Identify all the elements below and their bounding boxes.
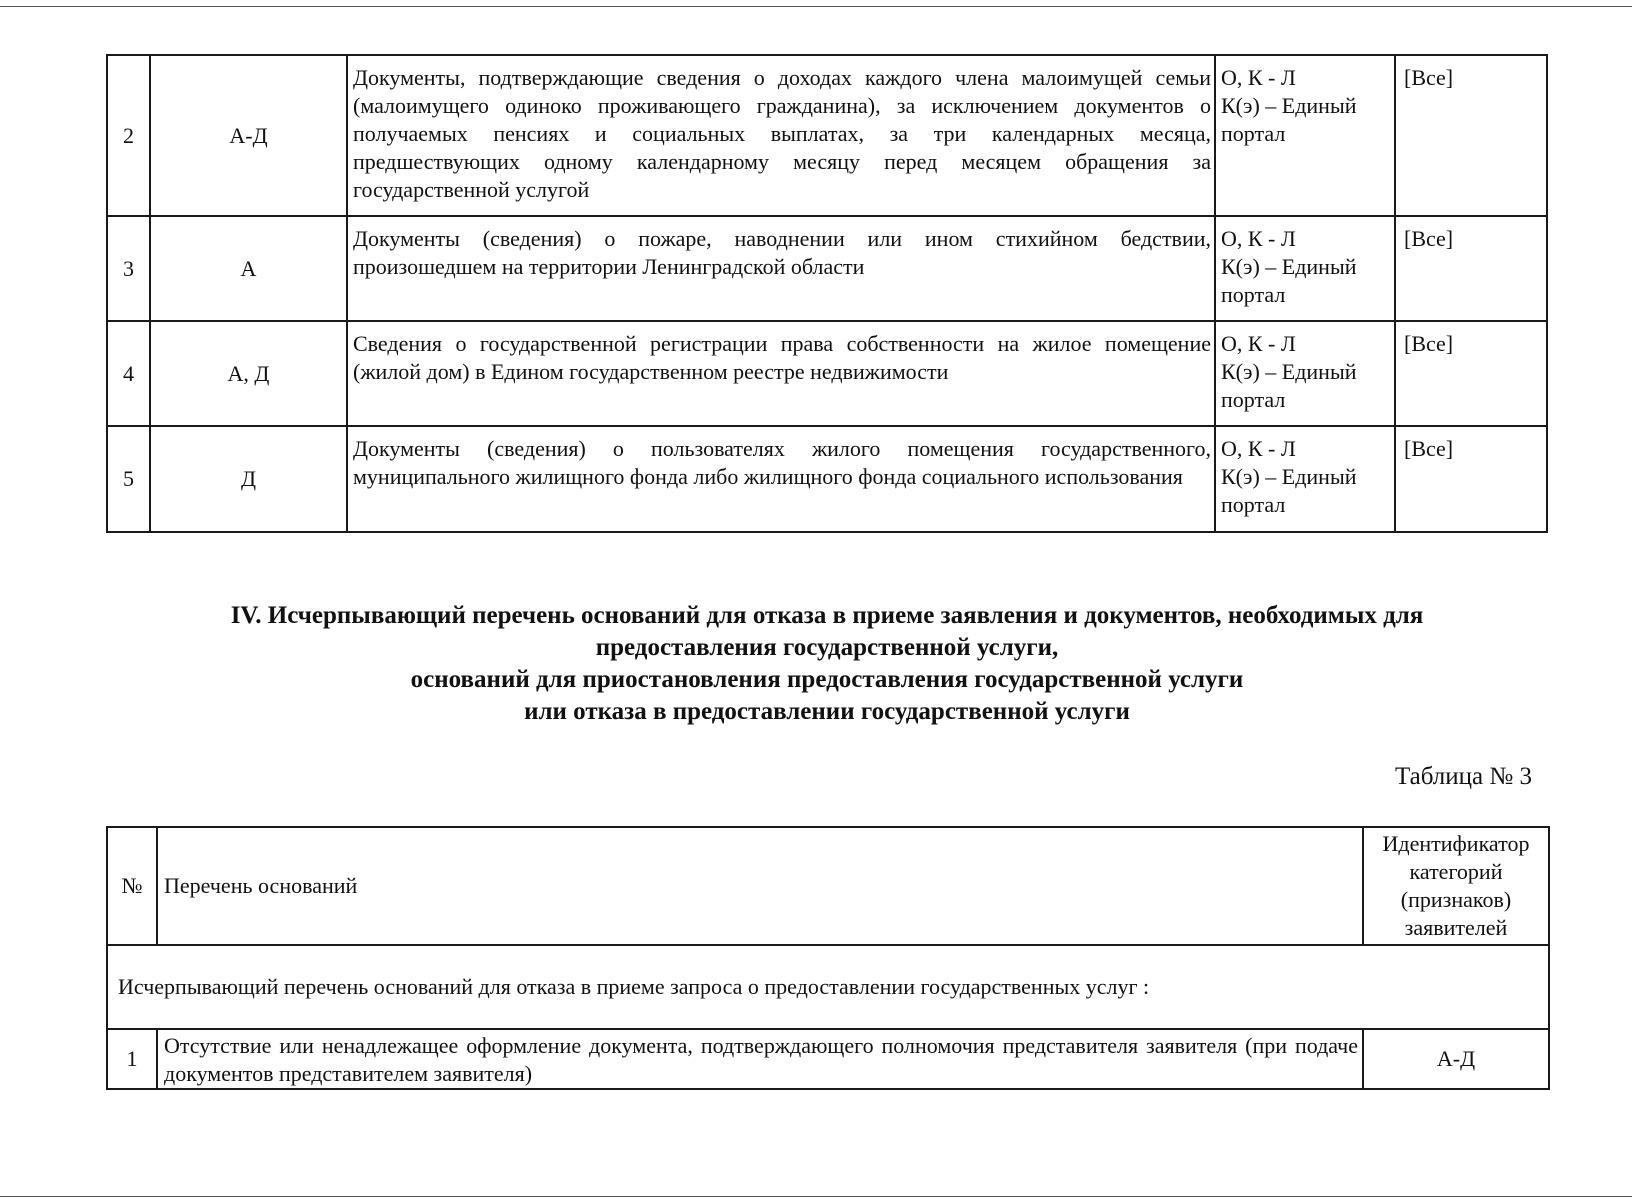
applicant-category: А-Д <box>1363 1029 1549 1089</box>
applicable-to: [Все] <box>1395 321 1547 426</box>
applicable-to: [Все] <box>1395 426 1547 532</box>
section-heading-line: или отказа в предоставлении государственной услуги <box>524 698 1130 725</box>
table-header-row <box>107 827 1549 945</box>
refusal-grounds-table <box>106 826 1550 1090</box>
ground-description: Отсутствие или ненадлежащее оформление документа, подтверждающего полномочия представителя заявителя (при подаче документов представителем заявителя) <box>157 1029 1363 1089</box>
section-heading-line: IV. Исчерпывающий перечень оснований для отказа в приеме заявления и документов, необходимых для <box>230 602 1424 629</box>
row-number: 5 <box>107 426 150 532</box>
submission-method: О, К - Л К(э) – Единый портал <box>1215 216 1395 321</box>
table-row <box>107 55 1547 216</box>
bottom-scan-edge <box>0 1196 1632 1197</box>
documents-table <box>106 54 1548 533</box>
document-description: Документы (сведения) о пользователях жилого помещения государственного, муниципального жилищного фонда либо жилищного фонда социального использования <box>347 426 1215 532</box>
column-header-number: № <box>107 827 157 945</box>
table-subheader-row <box>107 945 1549 1029</box>
section-heading-line: предоставления государственной услуги, <box>595 634 1059 661</box>
row-number: 1 <box>107 1029 157 1089</box>
document-description: Документы (сведения) о пожаре, наводнении или ином стихийном бедствии, произошедшем на территории Ленинградской области <box>347 216 1215 321</box>
table-row <box>107 321 1547 426</box>
applicant-category: А, Д <box>150 321 347 426</box>
document-description: Сведения о государственной регистрации права собственности на жилое помещение (жилой дом) в Едином государственном реестре недвижимости <box>347 321 1215 426</box>
section-heading <box>106 600 1548 728</box>
applicant-category: А-Д <box>150 55 347 216</box>
applicable-to: [Все] <box>1395 55 1547 216</box>
applicant-category: Д <box>150 426 347 532</box>
submission-method: О, К - Л К(э) – Единый портал <box>1215 55 1395 216</box>
applicant-category: А <box>150 216 347 321</box>
document-description: Документы, подтверждающие сведения о доходах каждого члена малоимущей семьи (малоимущего одиноко проживающего гражданина), за исключением документов о получаемых пенсиях и социальных выплатах, за три календарных месяца, предшествующих одному календарному месяцу перед месяцем обращения за государственной услугой <box>347 55 1215 216</box>
submission-method: О, К - Л К(э) – Единый портал <box>1215 426 1395 532</box>
row-number: 4 <box>107 321 150 426</box>
table-caption: Таблица № 3 <box>1394 763 1532 790</box>
submission-method: О, К - Л К(э) – Единый портал <box>1215 321 1395 426</box>
row-number: 2 <box>107 55 150 216</box>
applicable-to: [Все] <box>1395 216 1547 321</box>
column-header-grounds: Перечень оснований <box>157 827 1363 945</box>
row-number: 3 <box>107 216 150 321</box>
section-heading-line: оснований для приостановления предоставления государственной услуги <box>410 666 1244 693</box>
table-row <box>107 216 1547 321</box>
table-row <box>107 426 1547 532</box>
table-row <box>107 1029 1549 1089</box>
top-scan-edge <box>0 6 1632 7</box>
column-header-identifier: Идентификатор категорий (признаков) заявителей <box>1363 827 1549 945</box>
subheader-text: Исчерпывающий перечень оснований для отказа в приеме запроса о предоставлении государственных услуг : <box>107 945 1549 1029</box>
